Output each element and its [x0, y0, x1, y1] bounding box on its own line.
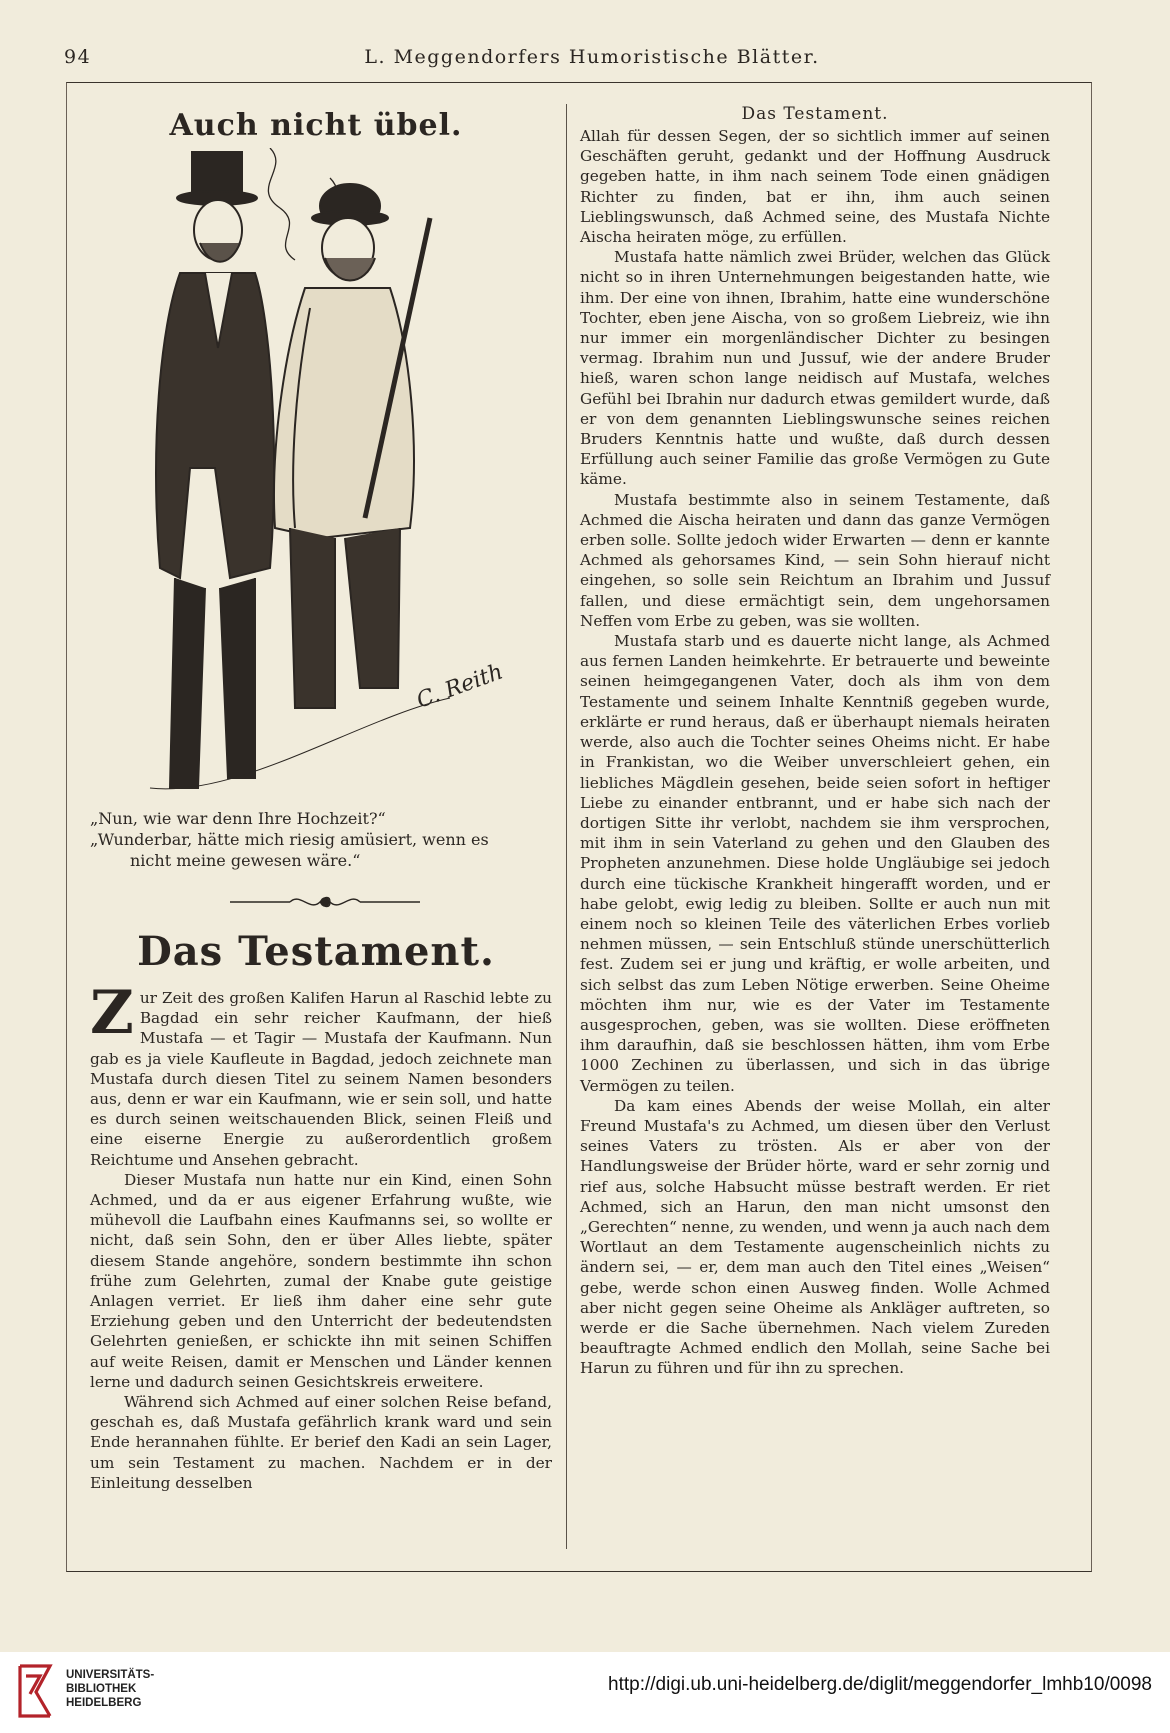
drop-cap: Z	[90, 978, 134, 1048]
source-url[interactable]: http://digi.ub.uni-heidelberg.de/diglit/meggendorfer_lmhb10/0098	[608, 1674, 1152, 1695]
library-name: UNIVERSITÄTS- BIBLIOTHEK HEIDELBERG	[66, 1669, 155, 1709]
caption-line: nicht meine gewesen wäre.“	[130, 851, 361, 870]
page-number: 94	[64, 46, 92, 68]
paragraph: Dieser Mustafa nun hatte nur ein Kind, einen Sohn Achmed, und da er aus eigener Erfahrung wußte, wie mühevoll die Laufbahn eines Kaufmanns sei, so wollte er nicht, daß sein Sohn, den er über Alles liebte, später diesem Stande angehöre, sondern bestimmte ihn schon frühe zum Gelehrten, zumal der Knabe gute geistige Anlagen verriet. Er ließ ihm daher eine sehr gute Erziehung geben und den Unterricht der bedeutendsten Gelehrten genießen, er schickte ihn mit seinen Schiffen auf weite Reisen, damit er Menschen und Länder kennen lerne und dadurch seinen Gesichtskreis erweitere.	[90, 1170, 552, 1391]
cartoon-title: Auch nicht übel.	[169, 108, 463, 143]
paragraph: Da kam eines Abends der weise Mollah, ein alter Freund Mustafa's zu Achmed, um diesen über den Verlust seines Vaters zu trösten. Als er aber von der Handlungsweise der Brüder hörte, ward er sehr zornig und rief aus, solche Habsucht müsse bestraft werden. Er riet Achmed, sich an Harun, den man nicht umsonst den „Gerechten“ nenne, zu wenden, und wenn ja auch nach dem Wortlaut an dem Testamente augenscheinlich nichts zu ändern sei, — er, dem man auch den Titel eines „Weisen“ gebe, werde schon einen Ausweg finden. Wolle Achmed aber nicht gegen seine Oheime als Ankläger auftreten, so werde er die Sache übernehmen. Nach vielem Zureden beauftragte Achmed endlich den Mollah, seine Sache bei Harun zu führen und für ihn zu sprechen.	[580, 1096, 1050, 1378]
caption-line: „Nun, wie war denn Ihre Hochzeit?“	[90, 809, 386, 828]
continued-title: Das Testament.	[741, 104, 889, 124]
paragraph: Mustafa starb und es dauerte nicht lange, als Achmed aus fernen Landen heimkehrte. Er betrauerte und beweinte seinen heimgegangenen Vater, doch als ihm von dem Testamente und seinem Inhalte Kenntniß gegeben wurde, erklärte er rund heraus, daß er überhaupt niemals heiraten werde, also auch die Tochter seines Oheims nicht. Er habe in Frankistan, wo die Weiber unverschleiert gehen, ein liebliches Mägdlein gesehen, beide seien sofort in heftiger Liebe zu einander entbrannt, und er habe sich nach der dortigen Sitte ihr verlobt, nachdem sie ihm versprochen, mit ihm in sein Vaterland zu gehen und den Glauben des Propheten anzunehmen. Diese holde Ungläubige sei jedoch durch eine tückische Krankheit hingerafft worden, und er habe gelobt, ewig ledig zu bleiben. Sollte er auch nun mit einem noch so kleinen Teile des väterlichen Erbes vorlieb nehmen müssen, — sein Entschluß stünde unerschütterlich fest. Zudem sei er jung und kräftig, er wolle arbeiten, und sich selbst das zum Leben Nötige erwerben. Seine Oheime möchten ihm nur, wie es der Vater im Testamente ausgesprochen, geben, was sie wollten. Diese eröffneten ihm daraufhin, daß sie beschlossen hätten, ihm vom Erbe 1000 Zechinen zu überlassen, und sich in das übrige Vermögen zu teilen.	[580, 632, 1050, 1095]
artist-signature: C. Reith	[413, 659, 507, 714]
paragraph: Allah für dessen Segen, der so sichtlich immer auf seinen Geschäften geruht, gedankt und der Hoffnung Ausdruck gegeben hatte, in ihm nach seinem Tode einen gnädigen Richter zu finden, bat er ihn, ihm auch seinen Lieblingswunsch, daß Achmed seine, des Mustafa Nichte Aischa heiraten möge, zu erfüllen.	[580, 127, 1050, 247]
column-divider	[566, 104, 567, 1549]
story-title: Das Testament.	[137, 928, 495, 975]
footer-bar	[0, 1652, 1170, 1733]
paragraph: Zur Zeit des großen Kalifen Harun al Raschid lebte zu Bagdad ein sehr reicher Kaufmann, der hieß Mustafa — et Tagir — Mustafa der Kaufmann. Nun gab es ja viele Kaufleute in Bagdad, jedoch zeichnete man Mustafa durch diesen Titel zu seinem Namen besonders aus, denn er war ein Kaufmann, wie er sein soll, und hatte es durch seinen weitschauenden Blick, seinen Fleiß und eine eiserne Energie zu außerordentlich großem Reichtume und Ansehen gebracht.	[90, 978, 552, 1169]
caption-line: „Wunderbar, hätte mich riesig amüsiert, wenn es	[90, 830, 489, 849]
library-logo-icon	[16, 1662, 54, 1720]
paragraph: Während sich Achmed auf einer solchen Reise befand, geschah es, daß Mustafa gefährlich krank ward und sein Ende herannahen fühlte. Er berief den Kadi an sein Lager, um sein Testament zu machen. Nachdem er in der Einleitung desselben	[90, 1393, 552, 1492]
left-text-column	[90, 978, 552, 1493]
right-text-column	[580, 126, 1050, 1379]
paragraph: Mustafa hatte nämlich zwei Brüder, welchen das Glück nicht so in ihren Unternehmungen beigestanden hatte, wie ihm. Der eine von ihnen, Ibrahim, hatte eine wunderschöne Tochter, eben jene Aischa, von so großem Liebreiz, wie ihn nur immer ein morgenländischer Dichter zu besingen vermag. Ibrahim nun und Jussuf, wie der andere Bruder hieß, waren schon lange neidisch auf Mustafa, welches Gefühl bei Ibrahin nur dadurch etwas gemildert wurde, daß er von dem genannten Lieblingswunsche seines reichen Bruders Kenntnis hatte und wußte, daß durch dessen Erfüllung auch seiner Familie das große Vermögen zu Gute käme.	[580, 248, 1050, 489]
paragraph: Mustafa bestimmte also in seinem Testamente, daß Achmed die Aischa heiraten und dann das ganze Vermögen erben solle. Sollte jedoch wider Erwarten — denn er kannte Achmed als gehorsames Kind, — sein Sohn hierauf nicht eingehen, so solle sein Reichtum an Ibrahim und Jussuf fallen, und diese ermächtigt sein, dem ungehorsamen Neffen vom Erbe zu geben, was sie wollten.	[580, 490, 1050, 630]
journal-title: L. Meggendorfers Humoristische Blätter.	[364, 46, 820, 68]
cartoon-illustration	[120, 148, 540, 798]
cartoon-caption	[90, 808, 550, 871]
ornament-divider	[230, 888, 420, 916]
